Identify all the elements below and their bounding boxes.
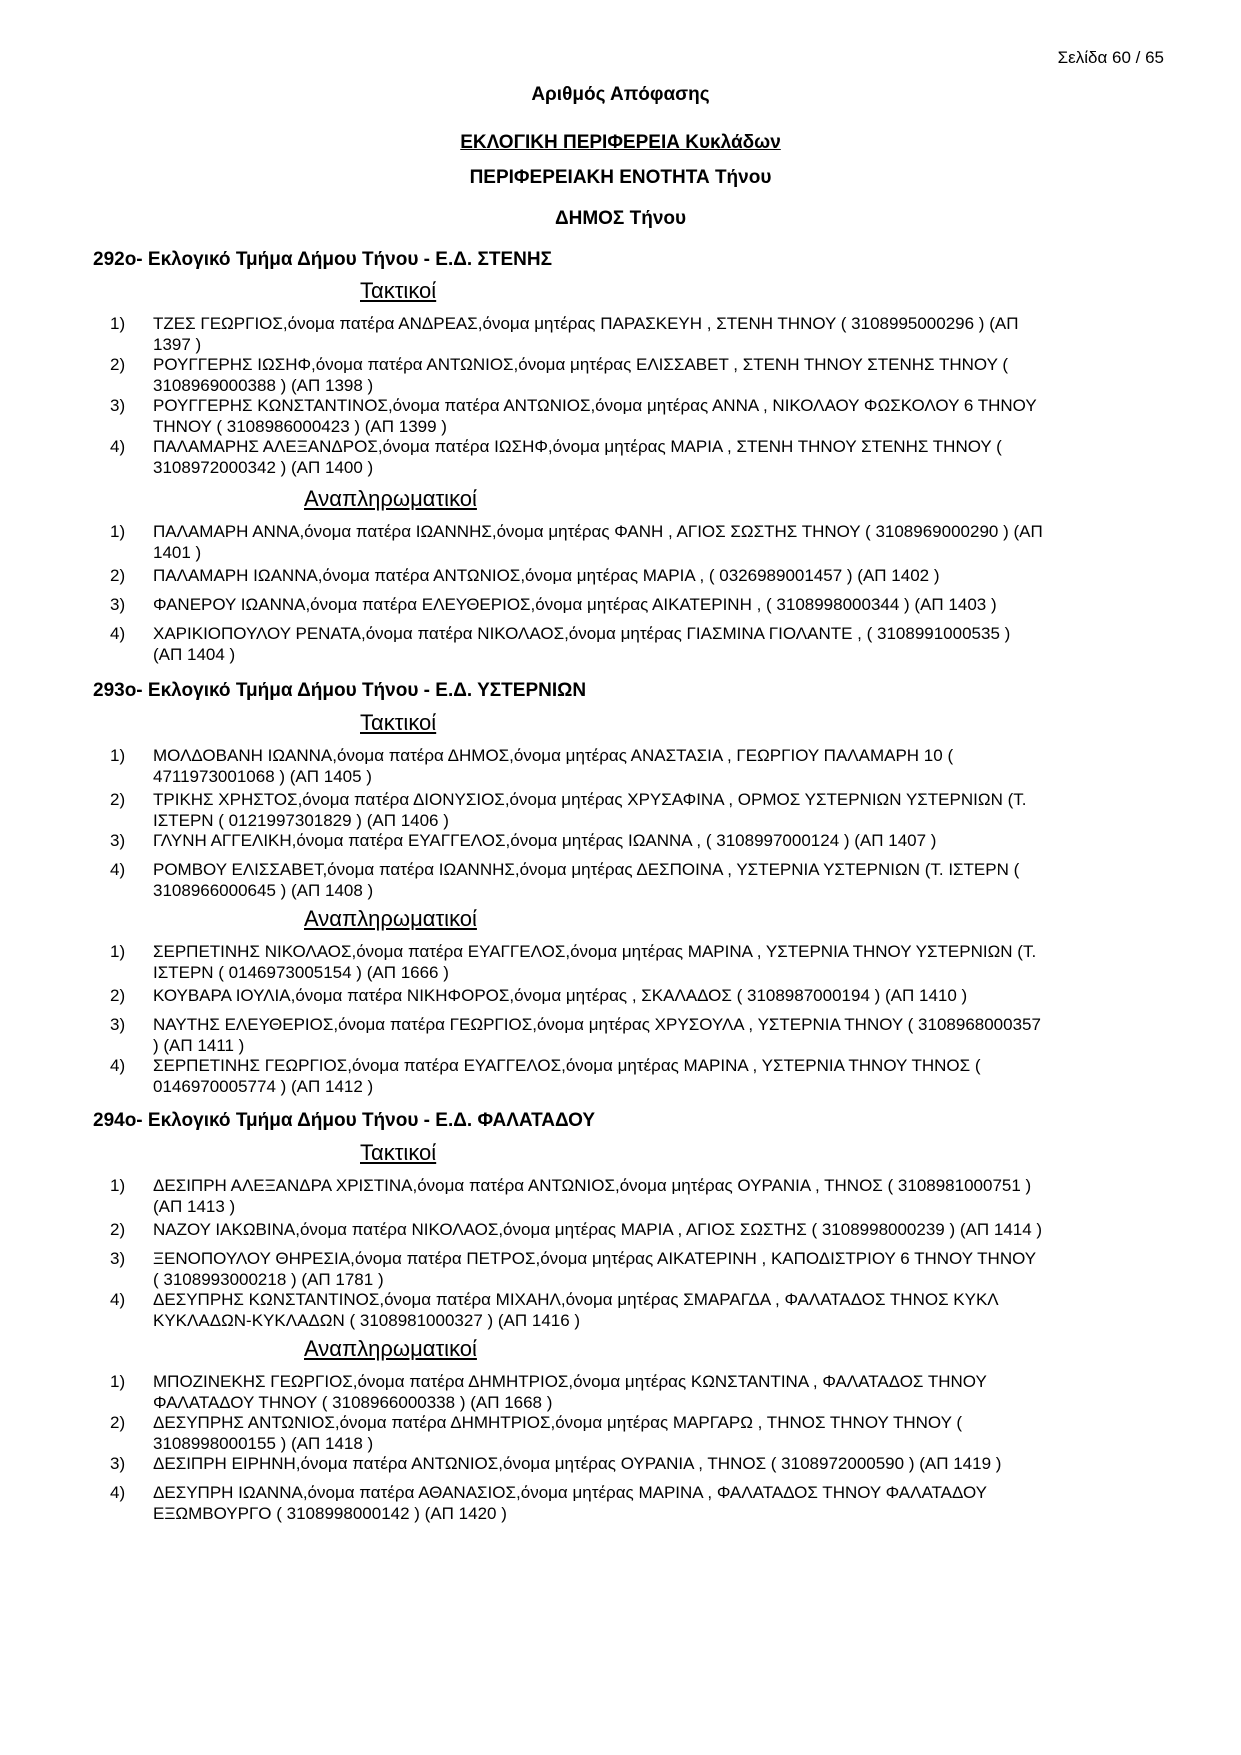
item-number: 4) — [110, 437, 126, 456]
item-number: 2) — [110, 1220, 126, 1239]
item-text: ΞΕΝΟΠΟΥΛΟΥ ΘΗΡΕΣΙΑ,όνομα πατέρα ΠΕΤΡΟΣ,όνομα μητέρας ΑΙΚΑΤΕΡΙΝΗ , ΚΑΠΟΔΙΣΤΡΙΟΥ 6 ΤΗΝΟΥ ΤΗΝΟΥ ( 3108993000218 ) (ΑΠ 1781 ) — [153, 1249, 1037, 1289]
item-text: ΠΑΛΑΜΑΡΗ ΙΩΑΝΝΑ,όνομα πατέρα ΑΝΤΩΝΙΟΣ,όνομα μητέρας ΜΑΡΙΑ , ( 0326989001457 ) (ΑΠ 1402 ) — [153, 566, 940, 585]
item-text: ΤΡΙΚΗΣ ΧΡΗΣΤΟΣ,όνομα πατέρα ΔΙΟΝΥΣΙΟΣ,όνομα μητέρας ΧΡΥΣΑΦΙΝΑ , ΟΡΜΟΣ ΥΣΤΕΡΝΙΩΝ ΥΣΤΕΡΝΙΩΝ (Τ. ΙΣΤΕΡΝ ( 0121997301829 ) (ΑΠ 1406 ) — [153, 790, 1027, 830]
item-number: 1) — [110, 314, 126, 333]
item-number: 4) — [110, 624, 126, 643]
item-text: ΧΑΡΙΚΙΟΠΟΥΛΟΥ ΡΕΝΑΤΑ,όνομα πατέρα ΝΙΚΟΛΑΟΣ,όνομα μητέρας ΓΙΑΣΜΙΝΑ ΓΙΟΛΑΝΤΕ , ( 3108991000535 ) (ΑΠ 1404 ) — [153, 624, 1011, 664]
item-text: ΠΑΛΑΜΑΡΗ ΑΝΝΑ,όνομα πατέρα ΙΩΑΝΝΗΣ,όνομα μητέρας ΦΑΝΗ , ΑΓΙΟΣ ΣΩΣΤΗΣ ΤΗΝΟΥ ( 3108969000290 ) (ΑΠ 1401 ) — [153, 522, 1043, 562]
item-number: 3) — [110, 595, 126, 614]
item-text: ΡΟΥΓΓΕΡΗΣ ΚΩΝΣΤΑΝΤΙΝΟΣ,όνομα πατέρα ΑΝΤΩΝΙΟΣ,όνομα μητέρας ΑΝΝΑ , ΝΙΚΟΛΑΟΥ ΦΩΣΚΟΛΟΥ 6 ΤΗΝΟΥ ΤΗΝΟΥ ( 3108986000423 ) (ΑΠ 1399 ) — [153, 396, 1037, 436]
section-title: 294ο- Εκλογικό Τμήμα Δήμου Τήνου - Ε.Δ. ΦΑΛΑΤΑΔΟΥ — [93, 1110, 596, 1131]
regular-members-label: Τακτικοί — [360, 278, 437, 303]
section-title: 293ο- Εκλογικό Τμήμα Δήμου Τήνου - Ε.Δ. ΥΣΤΕΡΝΙΩΝ — [93, 680, 587, 701]
item-text: ΦΑΝΕΡΟΥ ΙΩΑΝΝΑ,όνομα πατέρα ΕΛΕΥΘΕΡΙΟΣ,όνομα μητέρας ΑΙΚΑΤΕΡΙΝΗ , ( 3108998000344 ) (ΑΠ 1403 ) — [153, 595, 997, 614]
substitute-members-label: Αναπληρωματικοί — [304, 486, 477, 511]
item-number: 4) — [110, 860, 126, 879]
item-text: ΠΑΛΑΜΑΡΗΣ ΑΛΕΞΑΝΔΡΟΣ,όνομα πατέρα ΙΩΣΗΦ,όνομα μητέρας ΜΑΡΙΑ , ΣΤΕΝΗ ΤΗΝΟΥ ΣΤΕΝΗΣ ΤΗΝΟΥ ( 3108972000342 ) (ΑΠ 1400 ) — [153, 437, 1002, 477]
item-text: ΡΟΥΓΓΕΡΗΣ ΙΩΣΗΦ,όνομα πατέρα ΑΝΤΩΝΙΟΣ,όνομα μητέρας ΕΛΙΣΣΑΒΕΤ , ΣΤΕΝΗ ΤΗΝΟΥ ΣΤΕΝΗΣ ΤΗΝΟΥ ( 3108969000388 ) (ΑΠ 1398 ) — [153, 355, 1008, 395]
item-number: 2) — [110, 566, 126, 585]
item-text: ΔΕΣΥΠΡΗ ΙΩΑΝΝΑ,όνομα πατέρα ΑΘΑΝΑΣΙΟΣ,όνομα μητέρας ΜΑΡΙΝΑ , ΦΑΛΑΤΑΔΟΣ ΤΗΝΟΥ ΦΑΛΑΤΑΔΟΥ ΕΞΩΜΒΟΥΡΓΟ ( 3108998000142 ) (ΑΠ 1420 ) — [153, 1483, 987, 1523]
item-text: ΓΛΥΝΗ ΑΓΓΕΛΙΚΗ,όνομα πατέρα ΕΥΑΓΓΕΛΟΣ,όνομα μητέρας ΙΩΑΝΝΑ , ( 3108997000124 ) (ΑΠ 1407 ) — [153, 831, 937, 850]
item-number: 3) — [110, 1454, 126, 1473]
item-number: 1) — [110, 1176, 126, 1195]
section-title: 292ο- Εκλογικό Τμήμα Δήμου Τήνου - Ε.Δ. ΣΤΕΝΗΣ — [93, 249, 552, 270]
item-text: ΔΕΣΙΠΡΗ ΑΛΕΞΑΝΔΡΑ ΧΡΙΣΤΙΝΑ,όνομα πατέρα ΑΝΤΩΝΙΟΣ,όνομα μητέρας ΟΥΡΑΝΙΑ , ΤΗΝΟΣ ( 3108981000751 ) (ΑΠ 1413 ) — [153, 1176, 1032, 1216]
item-number: 2) — [110, 986, 126, 1005]
item-text: ΣΕΡΠΕΤΙΝΗΣ ΝΙΚΟΛΑΟΣ,όνομα πατέρα ΕΥΑΓΓΕΛΟΣ,όνομα μητέρας ΜΑΡΙΝΑ , ΥΣΤΕΡΝΙΑ ΤΗΝΟΥ ΥΣΤΕΡΝΙΩΝ (Τ. ΙΣΤΕΡΝ ( 0146973005154 ) (ΑΠ 1666 ) — [153, 942, 1037, 982]
item-text: ΜΠΟΖΙΝΕΚΗΣ ΓΕΩΡΓΙΟΣ,όνομα πατέρα ΔΗΜΗΤΡΙΟΣ,όνομα μητέρας ΚΩΝΣΤΑΝΤΙΝΑ , ΦΑΛΑΤΑΔΟΣ ΤΗΝΟΥ ΦΑΛΑΤΑΔΟΥ ΤΗΝΟΥ ( 3108966000338 ) (ΑΠ 1668 ) — [153, 1372, 987, 1412]
substitute-members-label: Αναπληρωματικοί — [304, 1336, 477, 1361]
item-text: ΚΟΥΒΑΡΑ ΙΟΥΛΙΑ,όνομα πατέρα ΝΙΚΗΦΟΡΟΣ,όνομα μητέρας , ΣΚΑΛΑΔΟΣ ( 3108987000194 ) (ΑΠ 1410 ) — [153, 986, 968, 1005]
item-text: ΣΕΡΠΕΤΙΝΗΣ ΓΕΩΡΓΙΟΣ,όνομα πατέρα ΕΥΑΓΓΕΛΟΣ,όνομα μητέρας ΜΑΡΙΝΑ , ΥΣΤΕΡΝΙΑ ΤΗΝΟΥ ΤΗΝΟΣ ( 0146970005774 ) (ΑΠ 1412 ) — [153, 1056, 981, 1096]
item-number: 1) — [110, 746, 126, 765]
item-text: ΔΕΣΙΠΡΗ ΕΙΡΗΝΗ,όνομα πατέρα ΑΝΤΩΝΙΟΣ,όνομα μητέρας ΟΥΡΑΝΙΑ , ΤΗΝΟΣ ( 3108972000590 ) (ΑΠ 1419 ) — [153, 1454, 1002, 1473]
item-number: 2) — [110, 790, 126, 809]
substitute-members-label: Αναπληρωματικοί — [304, 906, 477, 931]
item-number: 4) — [110, 1056, 126, 1075]
item-number: 1) — [110, 522, 126, 541]
item-text: ΜΟΛΔΟΒΑΝΗ ΙΩΑΝΝΑ,όνομα πατέρα ΔΗΜΟΣ,όνομα μητέρας ΑΝΑΣΤΑΣΙΑ , ΓΕΩΡΓΙΟΥ ΠΑΛΑΜΑΡΗ 10 ( 4711973001068 ) (ΑΠ 1405 ) — [153, 746, 954, 786]
page-number: Σελίδα 60 / 65 — [1057, 48, 1164, 67]
item-number: 3) — [110, 1249, 126, 1268]
item-text: ΡΟΜΒΟΥ ΕΛΙΣΣΑΒΕΤ,όνομα πατέρα ΙΩΑΝΝΗΣ,όνομα μητέρας ΔΕΣΠΟΙΝΑ , ΥΣΤΕΡΝΙΑ ΥΣΤΕΡΝΙΩΝ (Τ. ΙΣΤΕΡΝ ( 3108966000645 ) (ΑΠ 1408 ) — [153, 860, 1020, 900]
item-number: 3) — [110, 1015, 126, 1034]
item-number: 4) — [110, 1483, 126, 1502]
item-number: 1) — [110, 1372, 126, 1391]
regular-members-label: Τακτικοί — [360, 1140, 437, 1165]
item-text: ΤΖΕΣ ΓΕΩΡΓΙΟΣ,όνομα πατέρα ΑΝΔΡΕΑΣ,όνομα μητέρας ΠΑΡΑΣΚΕΥΗ , ΣΤΕΝΗ ΤΗΝΟΥ ( 3108995000296 ) (ΑΠ 1397 ) — [153, 314, 1019, 354]
item-number: 2) — [110, 1413, 126, 1432]
electoral-region-heading: ΕΚΛΟΓΙΚΗ ΠΕΡΙΦΕΡΕΙΑ Κυκλάδων — [460, 132, 781, 153]
item-text: ΔΕΣΥΠΡΗΣ ΚΩΝΣΤΑΝΤΙΝΟΣ,όνομα πατέρα ΜΙΧΑΗΛ,όνομα μητέρας ΣΜΑΡΑΓΔΑ , ΦΑΛΑΤΑΔΟΣ ΤΗΝΟΣ ΚΥΚΛ ΚΥΚΛΑΔΩΝ-ΚΥΚΛΑΔΩΝ ( 3108981000327 ) (ΑΠ 1416 ) — [153, 1290, 999, 1330]
regular-members-label: Τακτικοί — [360, 710, 437, 735]
item-number: 3) — [110, 396, 126, 415]
item-text: ΝΑΖΟΥ ΙΑΚΩΒΙΝΑ,όνομα πατέρα ΝΙΚΟΛΑΟΣ,όνομα μητέρας ΜΑΡΙΑ , ΑΓΙΟΣ ΣΩΣΤΗΣ ( 3108998000239 ) (ΑΠ 1414 ) — [153, 1220, 1043, 1239]
item-text: ΝΑΥΤΗΣ ΕΛΕΥΘΕΡΙΟΣ,όνομα πατέρα ΓΕΩΡΓΙΟΣ,όνομα μητέρας ΧΡΥΣΟΥΛΑ , ΥΣΤΕΡΝΙΑ ΤΗΝΟΥ ( 3108968000357 ) (ΑΠ 1411 ) — [153, 1015, 1041, 1055]
regional-unit-heading: ΠΕΡΙΦΕΡΕΙΑΚΗ ΕΝΟΤΗΤΑ Τήνου — [469, 167, 772, 188]
item-number: 3) — [110, 831, 126, 850]
item-number: 2) — [110, 355, 126, 374]
item-number: 4) — [110, 1290, 126, 1309]
item-text: ΔΕΣΥΠΡΗΣ ΑΝΤΩΝΙΟΣ,όνομα πατέρα ΔΗΜΗΤΡΙΟΣ,όνομα μητέρας ΜΑΡΓΑΡΩ , ΤΗΝΟΣ ΤΗΝΟΥ ΤΗΝΟΥ ( 3108998000155 ) (ΑΠ 1418 ) — [153, 1413, 962, 1453]
item-number: 1) — [110, 942, 126, 961]
municipality-heading: ΔΗΜΟΣ Τήνου — [554, 208, 687, 229]
decision-title: Αριθμός Απόφασης — [531, 84, 710, 105]
